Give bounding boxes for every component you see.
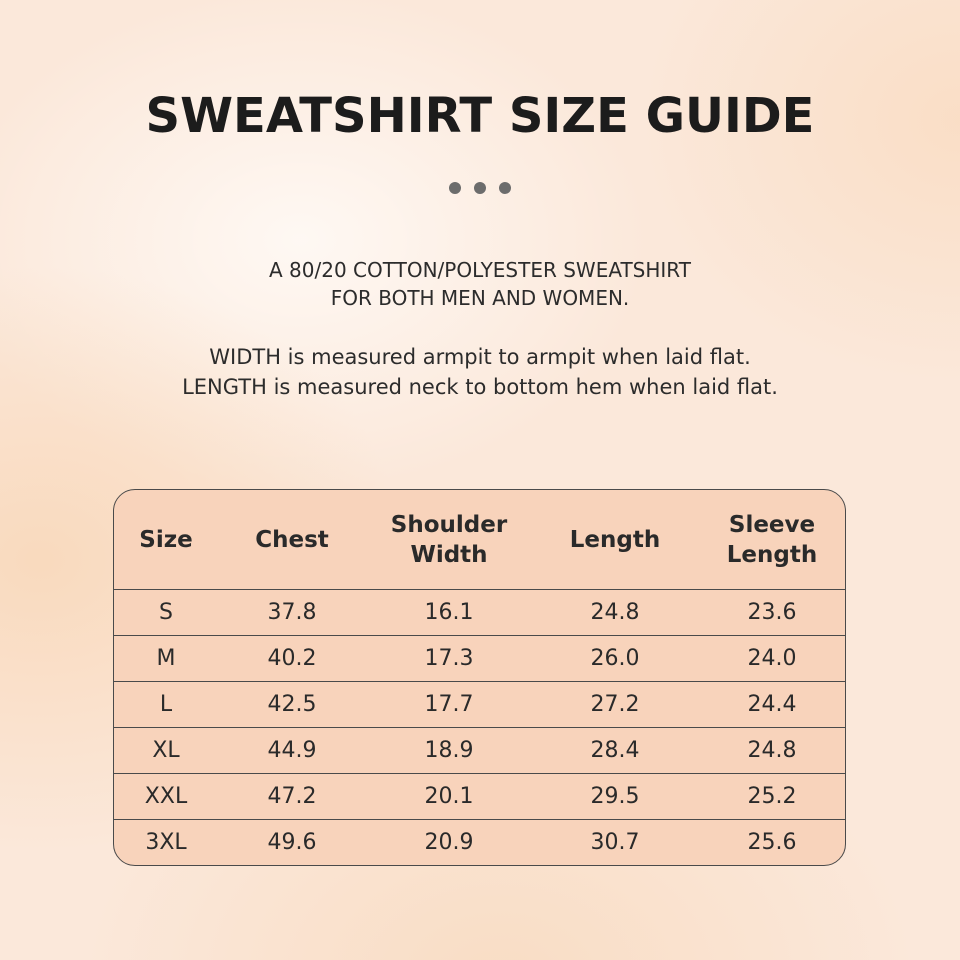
table-row bbox=[114, 819, 845, 865]
table-row bbox=[114, 681, 845, 727]
column-header-chest bbox=[218, 525, 366, 555]
cell-sleeve-length: 24.8 bbox=[747, 738, 797, 763]
cell-size: M bbox=[156, 646, 176, 671]
cell-shoulder-width: 16.1 bbox=[424, 600, 474, 625]
cell-shoulder-width: 17.3 bbox=[424, 646, 474, 671]
cell-chest: 37.8 bbox=[267, 600, 317, 625]
cell-length: 28.4 bbox=[590, 738, 640, 763]
cell-sleeve-length: 24.4 bbox=[747, 692, 797, 717]
cell-chest: 47.2 bbox=[267, 784, 317, 809]
cell-shoulder-width: 20.9 bbox=[424, 830, 474, 855]
header-text: Chest bbox=[255, 526, 329, 553]
dot-icon bbox=[474, 182, 486, 194]
header-text: Size bbox=[139, 526, 193, 553]
product-description bbox=[0, 256, 960, 312]
cell-chest: 49.6 bbox=[267, 830, 317, 855]
column-header-sleeve-length bbox=[698, 510, 846, 570]
table-row bbox=[114, 635, 845, 681]
size-table bbox=[113, 489, 846, 866]
cell-shoulder-width: 17.7 bbox=[424, 692, 474, 717]
decorative-dots bbox=[0, 182, 960, 194]
dot-icon bbox=[499, 182, 511, 194]
description-line: FOR BOTH MEN AND WOMEN. bbox=[330, 286, 630, 310]
cell-chest: 44.9 bbox=[267, 738, 317, 763]
cell-sleeve-length: 25.2 bbox=[747, 784, 797, 809]
table-header-row bbox=[114, 490, 845, 589]
cell-chest: 40.2 bbox=[267, 646, 317, 671]
width-note: WIDTH is measured armpit to armpit when laid flat. bbox=[209, 345, 751, 369]
cell-length: 30.7 bbox=[590, 830, 640, 855]
description-line: A 80/20 COTTON/POLYESTER SWEATSHIRT bbox=[269, 258, 691, 282]
cell-length: 27.2 bbox=[590, 692, 640, 717]
cell-shoulder-width: 20.1 bbox=[424, 784, 474, 809]
column-header-shoulder-width bbox=[366, 510, 532, 570]
dot-icon bbox=[449, 182, 461, 194]
cell-size: S bbox=[159, 600, 173, 625]
length-note: LENGTH is measured neck to bottom hem when laid flat. bbox=[182, 375, 778, 399]
table-row bbox=[114, 727, 845, 773]
cell-length: 29.5 bbox=[590, 784, 640, 809]
page-title: SWEATSHIRT SIZE GUIDE bbox=[145, 88, 815, 144]
cell-shoulder-width: 18.9 bbox=[424, 738, 474, 763]
column-header-size bbox=[114, 525, 218, 555]
header-text: Shoulder bbox=[390, 511, 508, 538]
header-text: Length bbox=[726, 541, 818, 568]
cell-size: L bbox=[159, 692, 173, 717]
cell-size: XL bbox=[152, 738, 180, 763]
cell-size: 3XL bbox=[145, 830, 187, 855]
cell-chest: 42.5 bbox=[267, 692, 317, 717]
table-row bbox=[114, 589, 845, 635]
table-row bbox=[114, 773, 845, 819]
measurement-notes bbox=[0, 342, 960, 402]
header-text: Sleeve bbox=[728, 511, 816, 538]
cell-sleeve-length: 24.0 bbox=[747, 646, 797, 671]
header-text: Length bbox=[569, 526, 661, 553]
cell-length: 26.0 bbox=[590, 646, 640, 671]
header-text: Width bbox=[410, 541, 488, 568]
cell-sleeve-length: 25.6 bbox=[747, 830, 797, 855]
column-header-length bbox=[532, 525, 698, 555]
cell-size: XXL bbox=[144, 784, 188, 809]
cell-length: 24.8 bbox=[590, 600, 640, 625]
cell-sleeve-length: 23.6 bbox=[747, 600, 797, 625]
